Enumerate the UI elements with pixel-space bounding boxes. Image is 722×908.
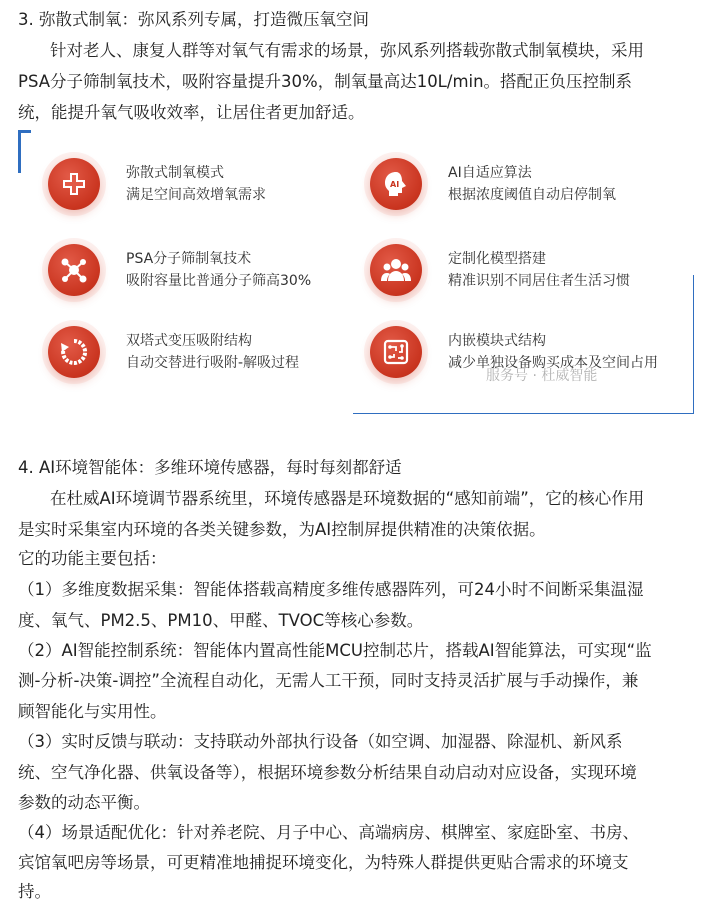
item4-line1: （4）场景适配优化：针对养老院、月子中心、高端病房、棋牌室、家庭卧室、书房、 xyxy=(18,823,639,842)
section4-functions-label: 它的功能主要包括： xyxy=(18,549,167,568)
circuit-board-icon xyxy=(370,326,422,378)
section4-intro-line1: 在杜威AI环境调节器系统里，环境传感器是环境数据的“感知前端”，它的核心作用 xyxy=(50,489,645,508)
section3-line2: PSA分子筛制氧技术，吸附容量提升30%，制氧量高达10L/min。搭配正负压控制系 xyxy=(18,72,633,91)
svg-text:AI: AI xyxy=(390,180,400,189)
ai-chip-icon xyxy=(370,158,422,210)
item4-line3: 持。 xyxy=(18,882,51,901)
section4-heading: 4. AI环境智能体：多维环境传感器，每时每刻都舒适 xyxy=(18,458,402,477)
feature-desc: 减少单独设备购买成本及空间占用 xyxy=(448,355,658,371)
feature-desc: 满足空间高效增氧需求 xyxy=(126,187,266,203)
item1-line2: 度、氧气、PM2.5、PM10、甲醛、TVOC等核心参数。 xyxy=(18,611,424,630)
watermark-text: 服务号 · 杜威智能 xyxy=(486,368,598,384)
feature-title: 定制化模型搭建 xyxy=(448,251,546,267)
feature-diffuse-oxygen xyxy=(48,158,348,214)
item3-line3: 参数的动态平衡。 xyxy=(18,793,150,812)
feature-ai-algorithm xyxy=(370,158,690,214)
section3-line3: 统，能提升氧气吸收效率，让居住者更加舒适。 xyxy=(18,103,365,122)
item2-line1: （2）AI智能控制系统：智能体内置高性能MCU控制芯片，搭载AI智能算法，可实现“监 xyxy=(18,641,652,660)
item2-line3: 顾智能化与实用性。 xyxy=(18,702,167,721)
molecule-icon xyxy=(48,244,100,296)
item3-line2: 统、空气净化器、供氧设备等），根据环境参数分析结果自动启动对应设备，实现环境 xyxy=(18,763,637,782)
feature-desc: 自动交替进行吸附-解吸过程 xyxy=(126,355,300,371)
feature-twin-tower xyxy=(48,326,348,382)
feature-title: 弥散式制氧模式 xyxy=(126,165,224,181)
panel-corner-top-left xyxy=(18,130,31,173)
medical-cross-icon xyxy=(48,158,100,210)
section3-heading: 3. 弥散式制氧：弥风系列专属，打造微压氧空间 xyxy=(18,10,369,29)
feature-psa-sieve xyxy=(48,244,348,300)
feature-custom-model xyxy=(370,244,690,300)
feature-desc: 吸附容量比普通分子筛高30% xyxy=(126,273,312,289)
feature-title: 双塔式变压吸附结构 xyxy=(126,333,252,349)
feature-panel xyxy=(18,130,698,420)
item1-line1: （1）多维度数据采集：智能体搭载高精度多维传感器阵列，可24小时不间断采集温湿 xyxy=(18,580,644,599)
section3-line1: 针对老人、康复人群等对氧气有需求的场景，弥风系列搭载弥散式制氧模块，采用 xyxy=(50,41,644,60)
item2-line2: 测-分析-决策-调控”全流程自动化，无需人工干预，同时支持灵活扩展与手动操作，兼 xyxy=(18,671,639,690)
people-group-icon xyxy=(370,244,422,296)
section4-intro-line2: 是实时采集室内环境的各类关键参数，为AI控制屏提供精准的决策依据。 xyxy=(18,520,546,539)
cycle-arrow-icon xyxy=(48,326,100,378)
feature-title: PSA分子筛制氧技术 xyxy=(126,251,252,267)
feature-title: 内嵌模块式结构 xyxy=(448,333,546,349)
feature-desc: 精准识别不同居住者生活习惯 xyxy=(448,273,630,289)
feature-title: AI自适应算法 xyxy=(448,165,532,181)
item3-line1: （3）实时反馈与联动：支持联动外部执行设备（如空调、加湿器、除湿机、新风系 xyxy=(18,732,623,751)
feature-desc: 根据浓度阈值自动启停制氧 xyxy=(448,187,616,203)
item4-line2: 宾馆氧吧房等场景，可更精准地捕捉环境变化，为特殊人群提供更贴合需求的环境支 xyxy=(18,853,629,872)
